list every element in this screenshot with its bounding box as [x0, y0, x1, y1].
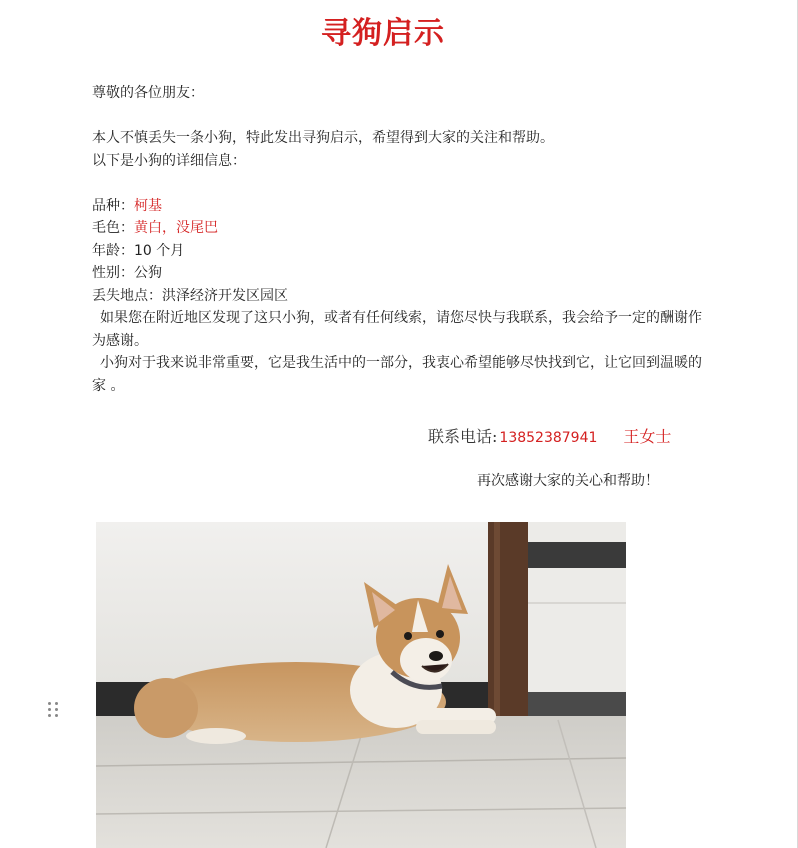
color-row	[92, 217, 712, 240]
breed-value: 柯基	[134, 197, 162, 214]
notice-body	[92, 82, 712, 397]
breed-label: 品种：	[92, 197, 134, 214]
color-label: 毛色：	[92, 220, 134, 236]
thanks-line: 再次感谢大家的关心和帮助！	[477, 473, 659, 489]
page-title: 寻狗启示	[321, 16, 445, 51]
color-value: 黄白，没尾巴	[134, 220, 218, 236]
contact-label: 联系电话:	[428, 427, 498, 446]
intro-line-1: 本人不慎丢失一条小狗，特此发出寻狗启示，希望得到大家的关注和帮助。	[92, 130, 554, 146]
drag-handle-icon[interactable]	[48, 702, 60, 718]
intro-line-2: 以下是小狗的详细信息：	[92, 152, 246, 169]
gender-row: 性别：公狗	[92, 265, 162, 281]
contact-phone: 13852387941	[499, 430, 598, 446]
contact-line	[428, 424, 671, 447]
greeting: 尊敬的各位朋友：	[92, 85, 204, 101]
breed-row	[92, 195, 712, 218]
age-row: 年龄：10 个月	[92, 242, 185, 259]
contact-name: 王女士	[623, 427, 672, 446]
plea-paragraph: 小狗对于我来说非常重要，它是我生活中的一部分，我衷心希望能够尽快找到它，让它回到温暖的家 。	[92, 355, 702, 394]
location-row: 丢失地点：洪泽经济开发区园区	[92, 287, 288, 304]
reward-paragraph: 如果您在附近地区发现了这只小狗，或者有任何线索，请您尽快与我联系，我会给予一定的酬谢作为感谢。	[92, 310, 702, 349]
dog-photo	[96, 522, 626, 848]
